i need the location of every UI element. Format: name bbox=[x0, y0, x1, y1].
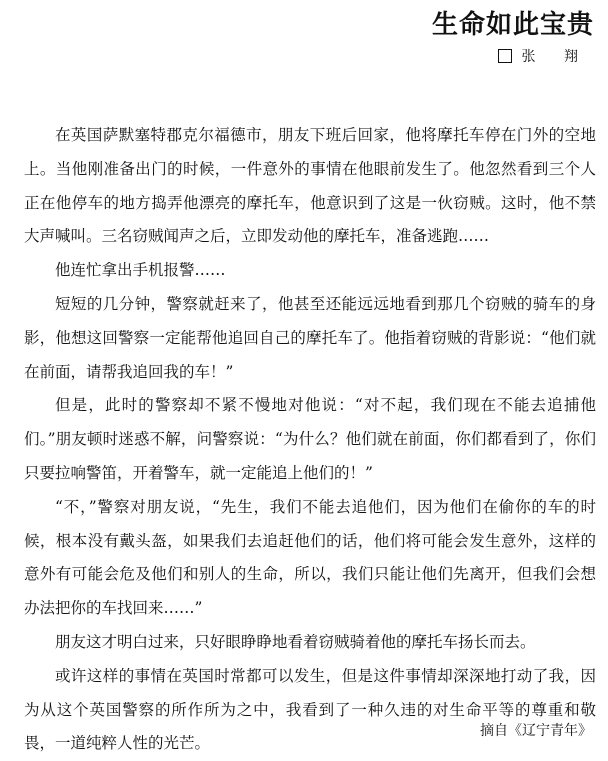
author-line bbox=[498, 46, 590, 66]
paragraph-7: 或许这样的事情在英国时常都可以发生，但是这件事情却深深地打动了我，因为从这个英国警察的所作所为之中，我看到了一种久违的对生命平等的尊重和敬畏，一道纯粹人性的光芒。 bbox=[24, 666, 596, 753]
article-body bbox=[24, 119, 596, 761]
author-name: 张 翔 bbox=[521, 49, 590, 65]
paragraph-5: “不，”警察对朋友说，“先生，我们不能去追他们，因为他们在偷你的车的时候，根本没有戴头盔，如果我们去追赶他们的话，他们将可能会发生意外，这样的意外有可能会危及他们和别人的生命，所以，我们只能让他们先离开，但我们会想办法把你的车找回来……” bbox=[24, 497, 596, 618]
source-citation: 摘自《辽宁青年》 bbox=[480, 723, 592, 739]
paragraph-2: 他连忙拿出手机报警…… bbox=[55, 261, 226, 280]
author-marker-box bbox=[498, 49, 512, 63]
article-title: 生命如此宝贵 bbox=[431, 10, 594, 40]
paragraph-6: 朋友这才明白过来，只好眼睁睁地看着窃贼骑着他的摩托车扬长而去。 bbox=[55, 632, 536, 651]
paragraph-4: 但是，此时的警察却不紧不慢地对他说：“对不起，我们现在不能去追捕他们。”朋友顿时迷惑不解，问警察说：“为什么？他们就在前面，你们都看到了，你们只要拉响警笛，开着警车，就一定能追上他们的！” bbox=[24, 396, 596, 482]
paragraph-3: 短短的几分钟，警察就赶来了，他甚至还能远远地看到那几个窃贼的骑车的身影，他想这回警察一定能帮他追回自己的摩托车了。他指着窃贼的背影说：“他们就在前面，请帮我追回我的车！” bbox=[24, 294, 596, 381]
paragraph-1: 在英国萨默塞特郡克尔福德市，朋友下班后回家，他将摩托车停在门外的空地上。当他刚准备出门的时候，一件意外的事情在他眼前发生了。他忽然看到三个人正在他停车的地方捣弄他漂亮的摩托车，他意识到了这是一伙窃贼。这时，他不禁大声喊叫。三名窃贼闻声之后，立即发动他的摩托车，准备逃跑…… bbox=[24, 126, 596, 246]
